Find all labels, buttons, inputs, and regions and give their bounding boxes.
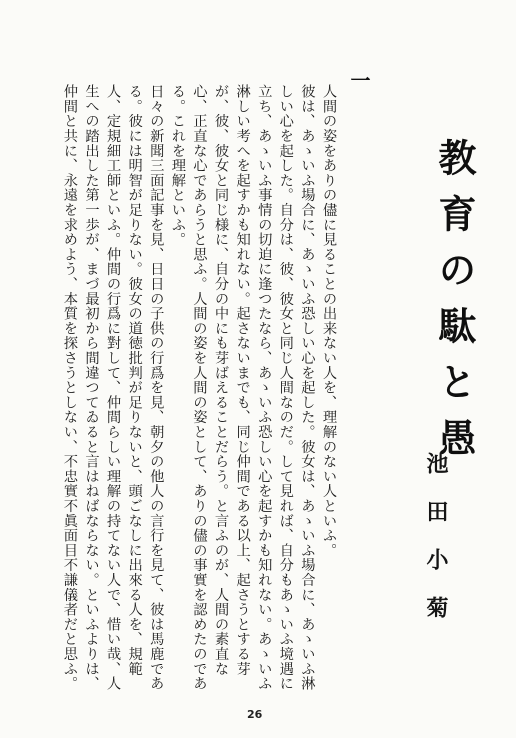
article-body (19, 84, 339, 696)
author-name: 池田小菊 (423, 452, 449, 644)
article-title: 教育の駄と愚 (432, 138, 477, 474)
paragraph-2: 彼は、あゝいふ場合に、あゝいふ恐しい心を起した。彼女は、あゝいふ場合に、あゝいふ淋しい心を起した。自分は、彼、彼女と同じ人間なのだ。して見れば、自分もあゝいふ境遇に立ち、あゝいふ事情の切迫に逢つたなら、あゝいふ恐しい心を起すかも知れない。あゝいふ淋しい考へを起すかも知れない。起さないまでも、同じ仲間である以上、起さうとする芽が、彼、彼女と同じ様に、自分の中にも芽ばえることだらう。と言ふのが、人間の素直な心、正直な心であらうと思ふ。人間の姿を人間の姿として、ありの儘の事實を認めたのである。これを理解といふ。 (169, 84, 316, 691)
paragraph-1: 人間の姿をありの儘に見ることの出来ない人を、理解のない人といふ。 (321, 84, 337, 558)
section-number: 一 (347, 70, 371, 90)
page-number: 26 (247, 708, 263, 721)
paragraph-3: 日々の新聞三面記事を見、日日の子供の行爲を見、朝夕の他人の言行を見て、彼は馬鹿である。彼には明智が足りない。彼女の道徳批判が足りないと、頭ごなしに出來る人を、規範人、定規細工師といふ。仲間の行爲に對して、仲間らしい理解の持てない人で、惜い哉、人生への踏出した第一歩が、まづ最初から間違つてゐると言はねばならない。といふよりは、仲間と共に、永遠を求めよう、本質を探さうとしない、不忠實不眞面目不謙儀者だと思ふ。 (61, 84, 165, 691)
